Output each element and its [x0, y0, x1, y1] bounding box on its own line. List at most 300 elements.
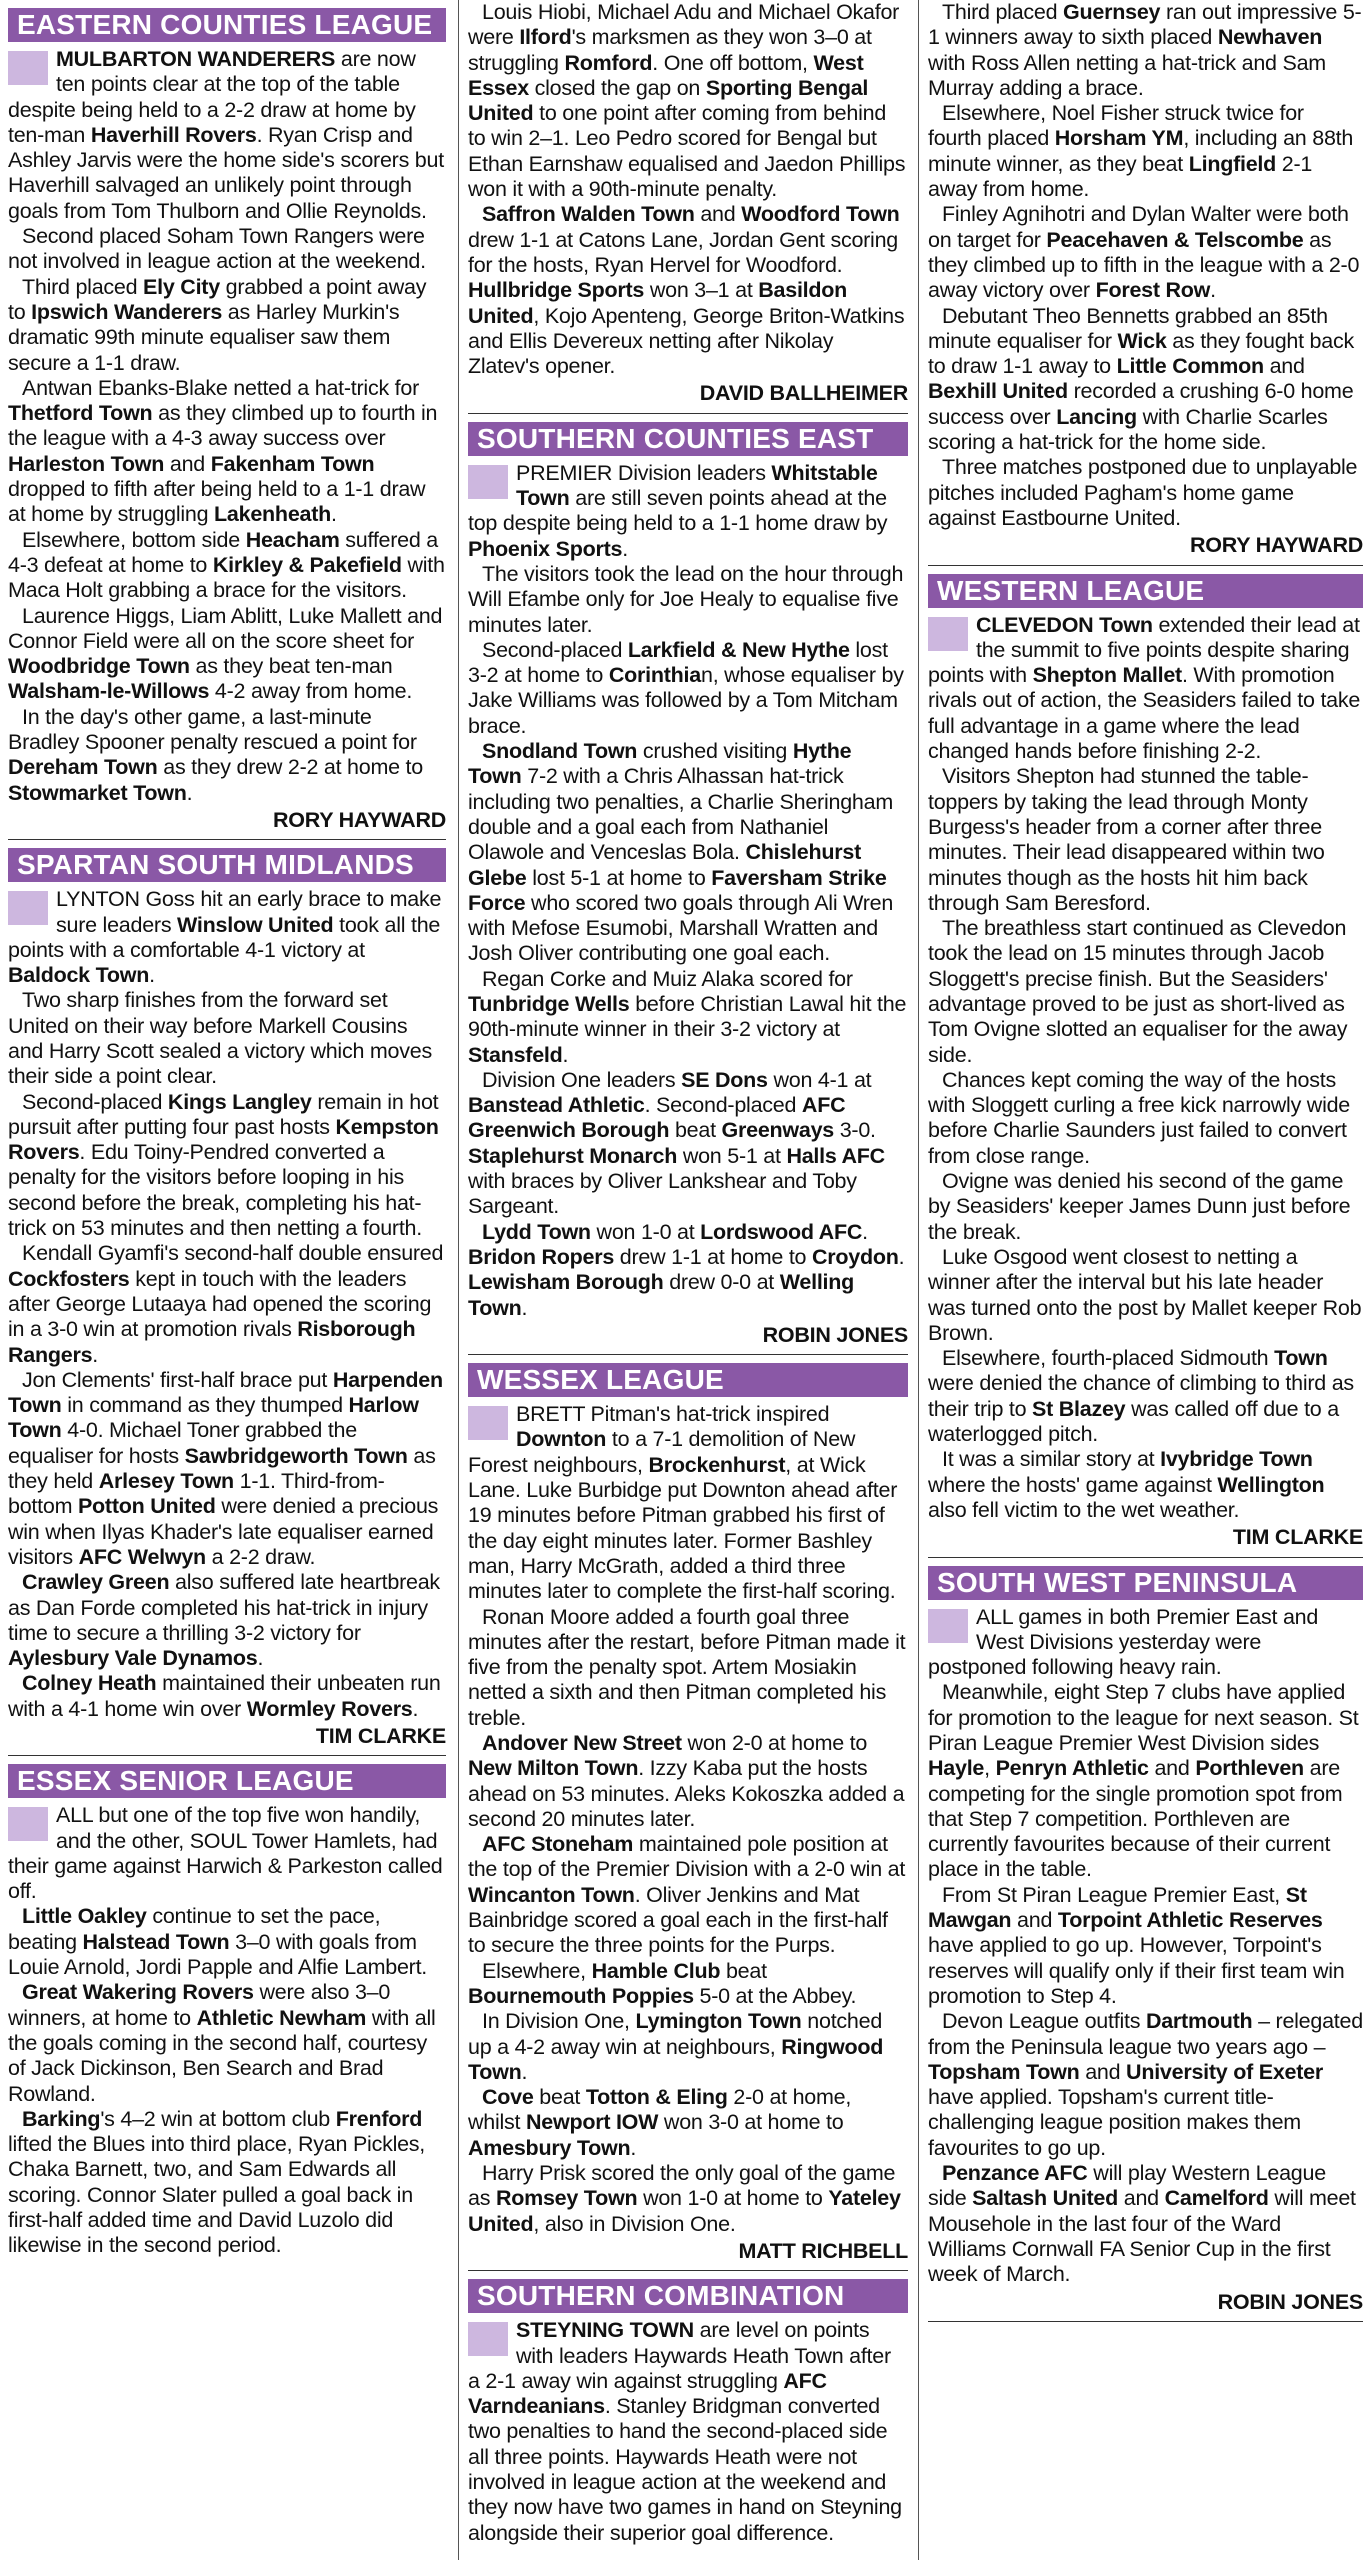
- text-run: as they climbed up to fifth in the league with a 2-0 away victory over: [928, 227, 1360, 303]
- text-run: , at Wick Lane. Luke Burbidge put Downton ahead after 19 minutes before Pitman grabbed his first of the day eight minutes later. Former Bashley man, Harry McGrath, added a third three minutes later to complete the first-half scoring.: [468, 1452, 898, 1604]
- bold-name: Tunbridge Wells: [468, 991, 630, 1016]
- text-run: and: [1011, 1908, 1058, 1933]
- text-run: .: [1210, 278, 1216, 303]
- text-run: ALL games in both Premier East and West Divisions yesterday were postponed following heavy rain.: [928, 1604, 1319, 1680]
- bold-name: Wellington: [1217, 1472, 1325, 1497]
- bold-name: Walsham-le-Willows: [8, 679, 210, 704]
- bold-name: STEYNING TOWN: [516, 2318, 694, 2343]
- author-byline: TIM CLARKE: [315, 1724, 446, 1748]
- column-3: [928, 0, 1363, 2560]
- text-run: In the day's other game, a last-minute Bradley Spooner penalty rescued a point for: [8, 704, 417, 755]
- text-run: won 4-1 at: [767, 1067, 872, 1092]
- bold-name: Forest Row: [1095, 278, 1211, 303]
- bold-name: Bridon Ropers: [468, 1244, 615, 1269]
- bold-name: Torpoint Athletic Reserves: [1057, 1908, 1323, 1933]
- text-run: 4-0. Michael Toner grabbed the equaliser for hosts: [8, 1418, 357, 1468]
- text-run: as they beat ten-man: [189, 654, 393, 679]
- text-run: n, whose equaliser by Jake Williams was followed by a Tom Mitcham brace.: [468, 663, 904, 738]
- bold-name: AFC Greenwich Borough: [468, 1093, 846, 1143]
- lead-paragraph: [468, 1402, 908, 1604]
- lead-paragraph: [468, 461, 908, 562]
- article-essex-senior-continued: [468, 0, 908, 414]
- text-run: took all the points with a comfortable 4-1 victory at: [8, 912, 441, 962]
- author-byline: ROBIN JONES: [762, 1322, 908, 1347]
- bold-name: Cockfosters: [8, 1266, 130, 1291]
- section-heading: WESTERN LEAGUE: [928, 574, 1363, 608]
- bold-name: Harleston Town: [8, 451, 165, 476]
- bold-name: Ringwood Town: [468, 2034, 884, 2084]
- drop-cap-box: [8, 891, 48, 925]
- text-run: are now ten points clear at the top of the table despite being held to a 2-2 draw at home by ten-man: [8, 47, 416, 147]
- bold-name: Frenford: [335, 2106, 423, 2131]
- text-run: LYNTON Goss hit an early brace to make sure leaders: [56, 887, 442, 937]
- text-run: 7-2 with a Chris Alhassan hat-trick including two penalties, a Charlie Sheringham double and a goal each from Nathaniel Olawole and Venceslas Bola.: [468, 764, 893, 865]
- text-run: 3–0 with goals from Louie Arnold, Jordi Papple and Alfie Lambert.: [8, 1929, 428, 1980]
- paragraph: [928, 1068, 1363, 1169]
- paragraph: [928, 1245, 1363, 1346]
- bold-name: Stowmarket Town: [8, 780, 187, 805]
- text-run: were denied a precious win when Ilyas Khader's late equaliser earned visitors: [8, 1494, 439, 1569]
- paragraph: [928, 202, 1363, 303]
- bold-name: Yateley United: [468, 2186, 901, 2236]
- text-run: kept in touch with the leaders after George Lutaaya had opened the scoring in a 3-0 win at promotion rivals: [8, 1266, 432, 1342]
- paragraph: [8, 275, 446, 376]
- bold-name: Crawley Green: [22, 1570, 170, 1595]
- text-run: have applied to go up. However, Torpoint's reserves will qualify only if their first team win promotion to Step 4.: [928, 1933, 1345, 2008]
- text-run: Second-placed: [482, 637, 628, 662]
- text-run: drew 0-0 at: [663, 1270, 780, 1295]
- bold-name: Chislehurst Glebe: [468, 840, 861, 890]
- text-run: Third placed: [22, 274, 144, 299]
- bold-name: Little Common: [1116, 354, 1264, 379]
- text-run: remain in hot pursuit after putting four past hosts: [8, 1089, 439, 1139]
- paragraph: [468, 739, 908, 967]
- text-run: Harry Prisk scored the only goal of the game as: [468, 2161, 896, 2211]
- text-run: also suffered late heartbreak as Dan Forde completed his hat-trick in injury time to secure a thrilling 3-2 victory for: [8, 1570, 440, 1645]
- bold-name: Croydon: [812, 1244, 899, 1269]
- bold-name: Whitstable Town: [516, 460, 878, 511]
- text-run: .: [412, 1696, 419, 1721]
- text-run: 5-0 at the Abbey.: [693, 1983, 857, 2008]
- text-run: Chances kept coming the way of the hosts with Sloggett curling a free kick narrowly wide before Charlie Saunders just failed to convert from close range.: [928, 1067, 1351, 1168]
- column-1: [8, 0, 446, 2560]
- text-run: lifted the Blues into third place, Ryan Pickles, Chaka Barnett, two, and Sam Edwards all scoring. Connor Slater pulled a goal back in first-half added time and David Luzolo did likewise in the second period.: [8, 2132, 426, 2258]
- text-run: 2-0 at home, whilst: [468, 2085, 852, 2135]
- bold-name: Saltash United: [972, 2186, 1119, 2211]
- text-run: Regan Corke and Muiz Alaka scored for: [482, 966, 853, 991]
- bold-name: Newhaven: [1217, 25, 1323, 50]
- text-run: In Division One,: [482, 2009, 636, 2034]
- text-run: to one point after coming from behind to win 2–1. Leo Pedro scored for Bengal but Ethan Earnshaw equalised and Jaedon Phillips won it with a 90th-minute penalty.: [468, 101, 906, 202]
- bold-name: Bexhill United: [928, 379, 1068, 404]
- paragraph: [468, 1068, 908, 1220]
- bold-name: MULBARTON WANDERERS: [56, 47, 336, 71]
- bold-name: Baldock Town: [8, 963, 150, 988]
- paragraph: [928, 1447, 1363, 1523]
- bold-name: Porthleven: [1195, 1756, 1304, 1781]
- article-southern-counties-east: [468, 422, 908, 1355]
- bold-name: AFC Stoneham: [482, 1832, 634, 1857]
- paragraph: [468, 1832, 908, 1958]
- text-run: and: [1148, 1756, 1196, 1781]
- text-run: Luke Osgood went closest to netting a winner after the interval but his late header was turned onto the post by Mallet keeper Rob Brown.: [928, 1244, 1362, 1345]
- section-heading: SOUTH WEST PENINSULA: [928, 1566, 1363, 1600]
- text-run: ,: [984, 1756, 996, 1781]
- paragraph: [928, 916, 1363, 1068]
- bold-name: Aylesbury Vale Dynamos: [8, 1646, 258, 1671]
- lead-paragraph: [468, 2318, 908, 2546]
- paragraph: [468, 1220, 908, 1321]
- bold-name: Bournemouth Poppies: [468, 1983, 694, 2008]
- bold-name: Shepton Mallet: [1032, 663, 1182, 688]
- text-run: with all the goals coming in the second half, courtesy of Jack Dickinson, Ben Search and Brad Rowland.: [8, 2005, 436, 2106]
- bold-name: Topsham Town: [928, 2059, 1080, 2084]
- bold-name: Snodland Town: [482, 739, 638, 764]
- text-run: 's 4–2 win at bottom club: [100, 2106, 336, 2131]
- bold-name: Lydd Town: [482, 1219, 591, 1244]
- author-byline: RORY HAYWARD: [1189, 533, 1363, 558]
- bold-name: Lordswood AFC: [700, 1219, 863, 1244]
- bold-name: Kings Langley: [167, 1089, 312, 1114]
- bold-name: Ipswich Wanderers: [31, 299, 223, 324]
- bold-name: Banstead Athletic: [468, 1093, 645, 1118]
- bold-name: Harlow Town: [8, 1393, 419, 1443]
- paragraph: [468, 562, 908, 638]
- text-run: .: [630, 2135, 637, 2160]
- bold-name: Guernsey: [1063, 0, 1161, 24]
- bold-name: Town: [1274, 1346, 1328, 1371]
- column-rule: [918, 0, 919, 2560]
- bold-name: Dartmouth: [1145, 2009, 1253, 2034]
- bold-name: Stansfeld: [468, 1042, 563, 1067]
- text-run: also fell victim to the wet weather.: [928, 1497, 1240, 1522]
- bold-name: Andover New Street: [482, 1731, 682, 1755]
- bold-name: Basildon United: [468, 278, 848, 328]
- text-run: are level on points with leaders Haywards Heath Town after a 2-1 away win against struggling: [468, 2318, 891, 2393]
- bold-name: Hullbridge Sports: [468, 278, 645, 303]
- bold-name: Lingfield: [1188, 151, 1277, 176]
- article-spartan-south-midlands: [8, 848, 446, 1756]
- bold-name: Penzance AFC: [942, 2161, 1088, 2186]
- paragraph: [8, 1241, 446, 1367]
- section-heading: ESSEX SENIOR LEAGUE: [8, 1764, 446, 1798]
- bold-name: Romsey Town: [495, 2186, 638, 2211]
- paragraph: [8, 1671, 446, 1722]
- bold-name: AFC Welwyn: [78, 1544, 206, 1569]
- text-run: as they fought back to draw 1-1 away to: [928, 328, 1354, 379]
- text-run: beat: [669, 1118, 722, 1143]
- bold-name: Wick: [1117, 328, 1167, 353]
- text-run: Meanwhile, eight Step 7 clubs have applied for promotion to the league for next season. St Piran League Premier West Division sides: [928, 1680, 1359, 1755]
- text-run: Ovigne was denied his second of the game by Seasiders' keeper James Dunn just before the break.: [928, 1169, 1351, 1244]
- text-run: 1-1. Third-from-bottom: [8, 1469, 385, 1519]
- article-wessex-league: [468, 1363, 908, 2271]
- bold-name: Saffron Walden Town: [482, 202, 695, 227]
- bold-name: Harpenden Town: [8, 1367, 443, 1418]
- text-run: were denied the chance of climbing to third as their trip to: [928, 1371, 1354, 1421]
- paragraph: [928, 1346, 1363, 1447]
- paragraph: [468, 2161, 908, 2237]
- paragraph: [928, 101, 1363, 202]
- section-heading: SOUTHERN COMBINATION: [468, 2279, 908, 2313]
- text-run: recorded a crushing 6-0 home success over: [928, 379, 1354, 429]
- text-run: Antwan Ebanks-Blake netted a hat-trick for: [22, 375, 420, 400]
- author-byline: MATT RICHBELL: [738, 2238, 908, 2263]
- text-run: 4-2 away from home.: [209, 679, 413, 704]
- paragraph: [928, 455, 1363, 531]
- text-run: and: [694, 202, 742, 227]
- bold-name: New Milton Town: [468, 1756, 639, 1781]
- paragraph: [8, 1980, 446, 2106]
- text-run: will meet Mousehole in the last four of the Ward Williams Cornwall FA Senior Cup in the first week of March.: [928, 2186, 1356, 2287]
- bold-name: Ely City: [143, 274, 220, 299]
- author-byline: RORY HAYWARD: [272, 807, 446, 832]
- paragraph: [8, 2107, 446, 2259]
- text-run: drew 1-1 at home to: [614, 1244, 812, 1269]
- text-run: .: [331, 502, 337, 527]
- bold-name: Penryn Athletic: [995, 1756, 1149, 1781]
- text-run: won 3-0 at home to: [658, 2110, 844, 2135]
- bold-name: Risborough Rangers: [8, 1317, 416, 1367]
- bold-name: Downton: [516, 1427, 607, 1452]
- text-run: grabbed a point away to: [8, 274, 427, 324]
- text-run: with Ross Allen netting a hat-trick and Sam Murray adding a brace.: [928, 50, 1326, 100]
- drop-cap-box: [468, 465, 508, 499]
- paragraph: [928, 304, 1363, 456]
- bold-name: Great Wakering Rovers: [22, 1980, 254, 2005]
- paragraph: [468, 2085, 908, 2161]
- text-run: was called off due to a waterlogged pitch.: [928, 1396, 1339, 1447]
- paragraph: [468, 1605, 908, 1731]
- text-run: Devon League outfits: [942, 2009, 1146, 2034]
- text-run: PREMIER Division leaders: [516, 460, 772, 485]
- bold-name: Phoenix Sports: [468, 536, 623, 561]
- section-heading: WESSEX LEAGUE: [468, 1363, 908, 1397]
- text-run: It was a similar story at: [942, 1447, 1161, 1472]
- text-run: beat: [720, 1958, 767, 1983]
- paragraph: [468, 202, 908, 379]
- bold-name: AFC Varndeanians: [468, 2368, 827, 2419]
- text-run: won 5-1 at: [677, 1143, 787, 1168]
- text-run: lost 3-2 at home to: [468, 637, 888, 688]
- text-run: The visitors took the lead on the hour through Will Efambe only for Joe Healy to equalise five minutes later.: [468, 561, 904, 637]
- bold-name: Horsham YM: [1054, 126, 1184, 151]
- bold-name: Welling Town: [468, 1270, 855, 1320]
- text-run: where the hosts' game against: [928, 1472, 1218, 1497]
- text-run: are still seven points ahead at the top despite being held to a 1-1 home draw by: [468, 486, 888, 536]
- text-run: . Stanley Bridgman converted two penalties to hand the second-placed side all three points. Haywards Heath were not involved in league action at the weekend and they now have two games in hand on Steyning alongside their superior goal difference.: [468, 2394, 902, 2545]
- bold-name: St Blazey: [1032, 1396, 1126, 1421]
- bold-name: Brockenhurst: [648, 1452, 786, 1477]
- paragraph: [8, 604, 446, 705]
- text-run: – relegated from the Peninsula league two years ago –: [928, 2009, 1363, 2059]
- bold-name: Kempston Rovers: [8, 1114, 439, 1165]
- bold-name: St Mawgan: [928, 1882, 1307, 1933]
- text-run: Ronan Moore added a fourth goal three minutes after the restart, before Pitman made it five from the penalty spot. Artem Mosiakin netted a sixth and then Pitman completed his treble.: [468, 1604, 906, 1730]
- paragraph: [468, 967, 908, 1068]
- text-run: and: [1079, 2059, 1127, 2084]
- text-run: Elsewhere, fourth-placed Sidmouth: [942, 1346, 1275, 1371]
- drop-cap-box: [928, 617, 968, 651]
- article-essex-senior: [8, 1764, 446, 2258]
- bold-name: CLEVEDON Town: [976, 612, 1153, 637]
- bold-name: Sporting Bengal United: [468, 75, 869, 126]
- text-run: Two sharp finishes from the forward set United on their way before Markell Cousins and Harry Scott sealed a victory which moves their side a point clear.: [8, 988, 432, 1089]
- text-run: Jon Clements' first-half brace put: [22, 1367, 333, 1392]
- article-separator: [8, 1755, 446, 1756]
- text-run: .: [898, 1244, 905, 1269]
- bold-name: Greenways: [721, 1118, 834, 1143]
- text-run: won 1-0 at home to: [637, 2186, 829, 2211]
- paragraph: [8, 224, 446, 275]
- bold-name: Ivybridge Town: [1160, 1447, 1313, 1472]
- text-run: .: [521, 1295, 528, 1320]
- text-run: . Edu Toiny-Pendred converted a penalty for the visitors before looping in his second before the break, completing his hat-trick on 53 minutes and then netting a fourth.: [8, 1140, 422, 1241]
- bold-name: Totton & Eling: [585, 2085, 728, 2110]
- article-southern-combination: [468, 2279, 908, 2546]
- bold-name: Ilford: [519, 25, 572, 50]
- bold-name: Staplehurst Monarch: [468, 1143, 678, 1168]
- bold-name: Peacehaven & Telscombe: [1046, 227, 1304, 252]
- text-run: .: [622, 536, 628, 561]
- text-run: From St Piran League Premier East,: [942, 1882, 1286, 1907]
- text-run: with braces by Oliver Lankshear and Toby Sargeant.: [468, 1169, 857, 1219]
- text-run: won 1-0 at: [590, 1219, 701, 1244]
- text-run: Elsewhere, Noel Fisher struck twice for fourth placed: [928, 101, 1304, 151]
- text-run: ran out impressive 5-1 winners away to sixth placed: [928, 0, 1362, 50]
- text-run: 3-0.: [834, 1118, 876, 1143]
- paragraph: [928, 764, 1363, 916]
- text-run: .: [862, 1219, 868, 1244]
- text-run: won 2-0 at home to: [681, 1731, 868, 1755]
- text-run: . Ryan Crisp and Ashley Jarvis were the home side's scorers but Haverhill salvaged an unlikely point through goals from Tom Thulborn and Ollie Reynolds.: [8, 122, 444, 223]
- bold-name: Woodbridge Town: [8, 654, 190, 679]
- text-run: . Oliver Jenkins and Mat Bainbridge scored a goal each in the first-half to secure the three points for the Purps.: [468, 1882, 888, 1958]
- author-byline: TIM CLARKE: [1232, 1525, 1363, 1550]
- bold-name: Lakenheath: [214, 502, 332, 527]
- lead-paragraph: [8, 1803, 446, 1904]
- text-run: . With promotion rivals out of action, the Seasiders failed to take full advantage in a game where the lead changed hands before finishing 2-2.: [928, 663, 1361, 764]
- text-run: Second placed Soham Town Rangers were not involved in league action at the weekend.: [8, 224, 426, 274]
- bold-name: Faversham Strike Force: [468, 865, 887, 915]
- text-run: drew 1-1 at Catons Lane, Jordan Gent scoring for the hosts, Ryan Hervel for Woodford.: [468, 227, 899, 277]
- text-run: with Charlie Scarles scoring a hat-trick for the home side.: [928, 404, 1328, 455]
- text-run: notched up a 4-2 away win at neighbours,: [468, 2009, 883, 2059]
- text-run: crushed visiting: [637, 739, 793, 764]
- paragraph: [928, 2009, 1363, 2161]
- text-run: 's marksmen as they won 3–0 at struggling: [468, 25, 872, 75]
- text-run: , including an 88th minute winner, as they beat: [928, 126, 1354, 176]
- author-byline: ROBIN JONES: [1217, 2289, 1363, 2314]
- bold-name: Corinthia: [608, 663, 701, 688]
- paragraph: [468, 1959, 908, 2010]
- bold-name: Arlesey Town: [98, 1469, 234, 1494]
- article-separator: [928, 2321, 1363, 2322]
- paragraph: [468, 0, 908, 202]
- bold-name: Little Oakley: [22, 1904, 147, 1929]
- bold-name: Newport IOW: [525, 2110, 659, 2135]
- paragraph: [468, 2009, 908, 2085]
- text-run: will play Western League side: [928, 2161, 1326, 2211]
- section-heading: SOUTHERN COUNTIES EAST: [468, 422, 908, 456]
- bold-name: Woodford Town: [741, 202, 900, 227]
- text-run: BRETT Pitman's hat-trick inspired: [516, 1402, 830, 1427]
- article-separator: [928, 1557, 1363, 1558]
- text-run: Elsewhere,: [482, 1958, 592, 1983]
- bold-name: Cove: [482, 2085, 534, 2110]
- drop-cap-box: [928, 1609, 968, 1643]
- text-run: , also in Division One.: [533, 2211, 736, 2236]
- text-run: maintained their unbeaten run with a 4-1 home win over: [8, 1671, 441, 1721]
- text-run: to a 7-1 demolition of New Forest neighbours,: [468, 1427, 856, 1477]
- text-run: with Maca Holt grabbing a brace for the visitors.: [8, 552, 445, 603]
- bold-name: Heacham: [245, 527, 340, 552]
- text-run: .: [186, 780, 193, 805]
- paragraph: [928, 0, 1363, 101]
- text-run: closed the gap on: [528, 75, 706, 100]
- text-run: are competing for the single promotion spot from that Step 7 competition. Porthleven are currently favourites because of their current place in the table.: [928, 1756, 1343, 1882]
- text-run: as they held: [8, 1443, 436, 1494]
- paragraph: [8, 1368, 446, 1570]
- bold-name: Larkfield & New Hythe: [627, 637, 850, 662]
- text-run: as they climbed up to fourth in the league with a 4-3 away success over: [8, 401, 438, 451]
- text-run: suffered a 4-3 defeat at home to: [8, 527, 439, 577]
- text-run: .: [562, 1042, 569, 1067]
- author-byline: DAVID BALLHEIMER: [699, 381, 908, 406]
- bold-name: Dereham Town: [8, 755, 158, 780]
- paragraph: [928, 1169, 1363, 1245]
- text-run: .: [521, 2059, 528, 2084]
- bold-name: Kirkley & Pakefield: [212, 552, 402, 577]
- bold-name: Colney Heath: [22, 1671, 157, 1696]
- text-run: Kendall Gyamfi's second-half double ensured: [22, 1241, 444, 1266]
- paragraph: [928, 2161, 1363, 2287]
- column-rule: [458, 0, 459, 2560]
- drop-cap-box: [8, 1807, 48, 1841]
- text-run: .: [92, 1342, 99, 1367]
- article-separator: [468, 413, 908, 414]
- drop-cap-box: [468, 1406, 508, 1440]
- article-separator: [8, 839, 446, 840]
- bold-name: Sawbridgeworth Town: [184, 1443, 408, 1468]
- bold-name: Lewisham Borough: [468, 1270, 664, 1295]
- bold-name: SE Dons: [681, 1067, 768, 1092]
- bold-name: Athletic Newham: [196, 2005, 367, 2030]
- paragraph: [8, 705, 446, 806]
- article-separator: [468, 1354, 908, 1355]
- bold-name: Potton United: [77, 1494, 216, 1519]
- text-run: lost 5-1 at home to: [526, 865, 712, 890]
- bold-name: Halstead Town: [82, 1929, 230, 1954]
- lead-paragraph: [8, 887, 446, 988]
- bold-name: Amesbury Town: [468, 2135, 631, 2160]
- text-run: a 2-2 draw.: [205, 1544, 316, 1569]
- article-western-league: [928, 574, 1363, 1558]
- paragraph: [468, 638, 908, 739]
- article-eastern-counties: [8, 8, 446, 840]
- text-run: .: [149, 963, 155, 988]
- bold-name: Hamble Club: [591, 1958, 721, 1983]
- text-run: before Christian Lawal hit the 90th-minute winner in their 3-2 victory at: [468, 991, 907, 1042]
- text-run: and: [1118, 2186, 1165, 2211]
- paragraph: [928, 1883, 1363, 2009]
- text-run: as they drew 2-2 at home to: [157, 755, 423, 780]
- text-run: were also 3–0 winners, at home to: [8, 1980, 391, 2030]
- bold-name: Fakenham Town: [210, 451, 375, 476]
- text-run: Elsewhere, bottom side: [22, 527, 246, 552]
- text-run: Louis Hiobi, Michael Adu and Michael Okafor were: [468, 0, 900, 50]
- text-run: Laurence Higgs, Liam Ablitt, Luke Mallett and Connor Field were all on the score sheet for: [8, 603, 443, 653]
